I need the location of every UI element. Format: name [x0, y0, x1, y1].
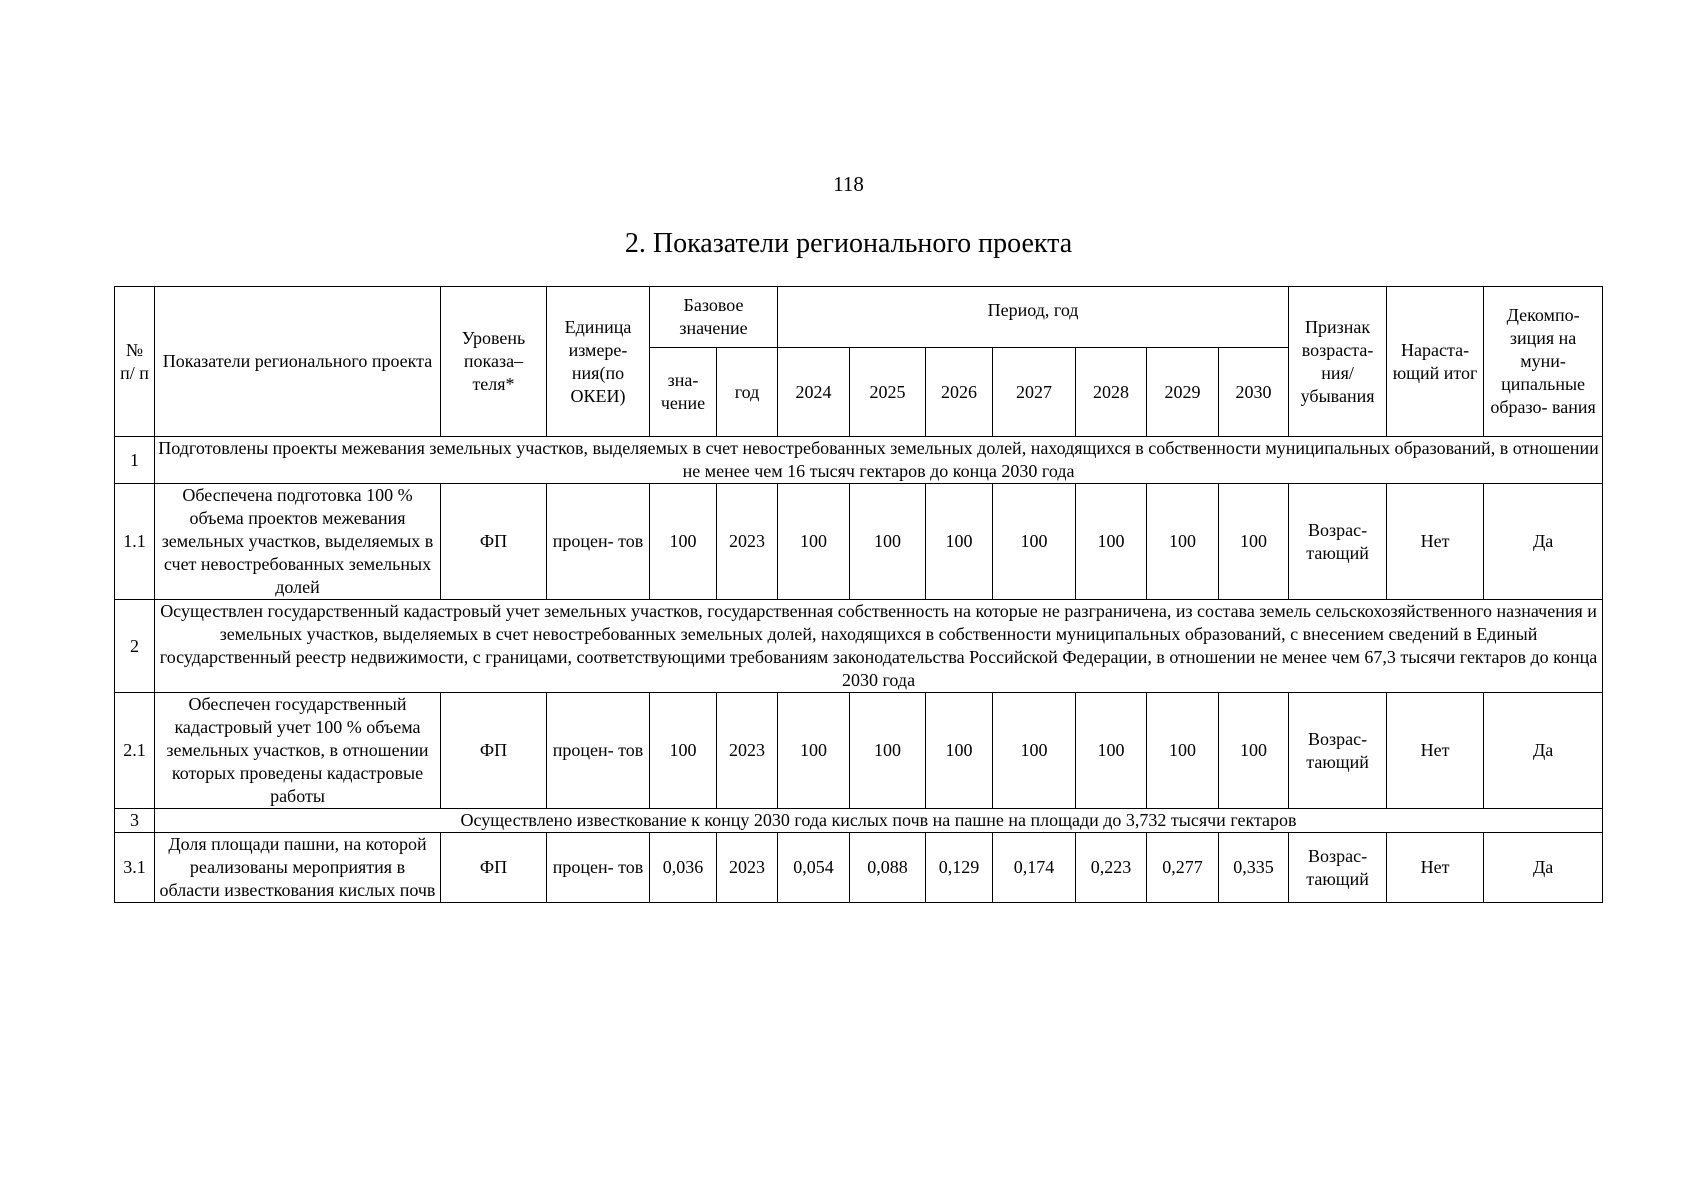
cumulative-value: Нет: [1387, 693, 1484, 809]
year-value: 100: [778, 484, 850, 600]
indicator-name: Обеспечена подготовка 100 % объема проектов межевания земельных участков, выделяемых в счет невостребованных земельных долей: [155, 484, 441, 600]
indicator-unit: процен- тов: [547, 693, 650, 809]
year-value: 100: [1147, 484, 1219, 600]
header-trend: Признак возраста- ния/ убывания: [1289, 287, 1387, 437]
header-indicator: Показатели регионального проекта: [155, 287, 441, 437]
indicator-name: Обеспечен государственный кадастровый учет 100 % объема земельных участков, в отношении которых проведены кадастровые работы: [155, 693, 441, 809]
indicator-row: [115, 484, 1603, 600]
header-year: 2027: [993, 348, 1076, 437]
header-year: 2026: [926, 348, 993, 437]
goal-text: Подготовлены проекты межевания земельных участков, выделяемых в счет невостребованных земельных долей, находящихся в собственности муниципальных образований, в отношении не менее чем 16 тысяч гектаров до конца 2030 года: [155, 437, 1603, 484]
base-year: 2023: [717, 693, 778, 809]
decomposition-value: Да: [1484, 833, 1603, 903]
base-year: 2023: [717, 833, 778, 903]
indicator-level: ФП: [441, 693, 547, 809]
header-base-year: год: [717, 348, 778, 437]
row-number: 1.1: [115, 484, 155, 600]
year-value: 100: [1219, 484, 1289, 600]
year-value: 100: [926, 484, 993, 600]
goal-row: [115, 809, 1603, 833]
year-value: 100: [778, 693, 850, 809]
trend-value: Возрас- тающий: [1289, 484, 1387, 600]
header-decomposition: Декомпо- зиция на муни- ципальные образо- вания: [1484, 287, 1603, 437]
header-year: 2029: [1147, 348, 1219, 437]
page-number: 118: [833, 172, 864, 196]
goal-text: Осуществлено известкование к концу 2030 года кислых почв на пашне на площади до 3,732 тысячи гектаров: [155, 809, 1603, 833]
row-number: 1: [115, 437, 155, 484]
header-year: 2030: [1219, 348, 1289, 437]
indicator-level: ФП: [441, 484, 547, 600]
cumulative-value: Нет: [1387, 833, 1484, 903]
row-number: 2: [115, 600, 155, 693]
year-value: 100: [1076, 484, 1147, 600]
indicator-level: ФП: [441, 833, 547, 903]
indicators-table: [114, 286, 1603, 903]
goal-row: [115, 600, 1603, 693]
decomposition-value: Да: [1484, 484, 1603, 600]
header-level: Уровень показа– теля*: [441, 287, 547, 437]
trend-value: Возрас- тающий: [1289, 833, 1387, 903]
header-year: 2028: [1076, 348, 1147, 437]
decomposition-value: Да: [1484, 693, 1603, 809]
header-base-value: зна- чение: [650, 348, 717, 437]
page-title: 2. Показатели регионального проекта: [624, 228, 1073, 259]
year-value: 0,223: [1076, 833, 1147, 903]
year-value: 100: [993, 484, 1076, 600]
header-year: 2025: [850, 348, 926, 437]
header-cumulative: Нараста- ющий итог: [1387, 287, 1484, 437]
indicator-row: [115, 693, 1603, 809]
header-year: 2024: [778, 348, 850, 437]
header-period: Период, год: [778, 287, 1289, 348]
year-value: 100: [850, 693, 926, 809]
year-value: 100: [1147, 693, 1219, 809]
trend-value: Возрас- тающий: [1289, 693, 1387, 809]
year-value: 0,088: [850, 833, 926, 903]
year-value: 0,054: [778, 833, 850, 903]
header-unit: Единица измере- ния(по ОКЕИ): [547, 287, 650, 437]
indicator-unit: процен- тов: [547, 484, 650, 600]
base-value: 0,036: [650, 833, 717, 903]
year-value: 0,174: [993, 833, 1076, 903]
cumulative-value: Нет: [1387, 484, 1484, 600]
base-year: 2023: [717, 484, 778, 600]
year-value: 0,129: [926, 833, 993, 903]
base-value: 100: [650, 484, 717, 600]
header-base: Базовое значение: [650, 287, 778, 348]
year-value: 0,335: [1219, 833, 1289, 903]
indicator-name: Доля площади пашни, на которой реализованы мероприятия в области известкования кислых почв: [155, 833, 441, 903]
row-number: 2.1: [115, 693, 155, 809]
year-value: 100: [993, 693, 1076, 809]
row-number: 3.1: [115, 833, 155, 903]
year-value: 100: [926, 693, 993, 809]
header-num: № п/ п: [115, 287, 155, 437]
indicator-row: [115, 833, 1603, 903]
year-value: 100: [1219, 693, 1289, 809]
goal-row: [115, 437, 1603, 484]
base-value: 100: [650, 693, 717, 809]
year-value: 100: [1076, 693, 1147, 809]
goal-text: Осуществлен государственный кадастровый учет земельных участков, государственная собственность на которые не разграничена, из состава земель сельскохозяйственного назначения и земельных участков, выделяемых в счет невостребованных земельных долей, находящихся в собственности муниципальных образований, с внесением сведений в Единый государственный реестр недвижимости, с границами, соответствующими требованиям законодательства Российской Федерации, в отношении не менее чем 67,3 тысячи гектаров до конца 2030 года: [155, 600, 1603, 693]
year-value: 0,277: [1147, 833, 1219, 903]
year-value: 100: [850, 484, 926, 600]
row-number: 3: [115, 809, 155, 833]
indicator-unit: процен- тов: [547, 833, 650, 903]
